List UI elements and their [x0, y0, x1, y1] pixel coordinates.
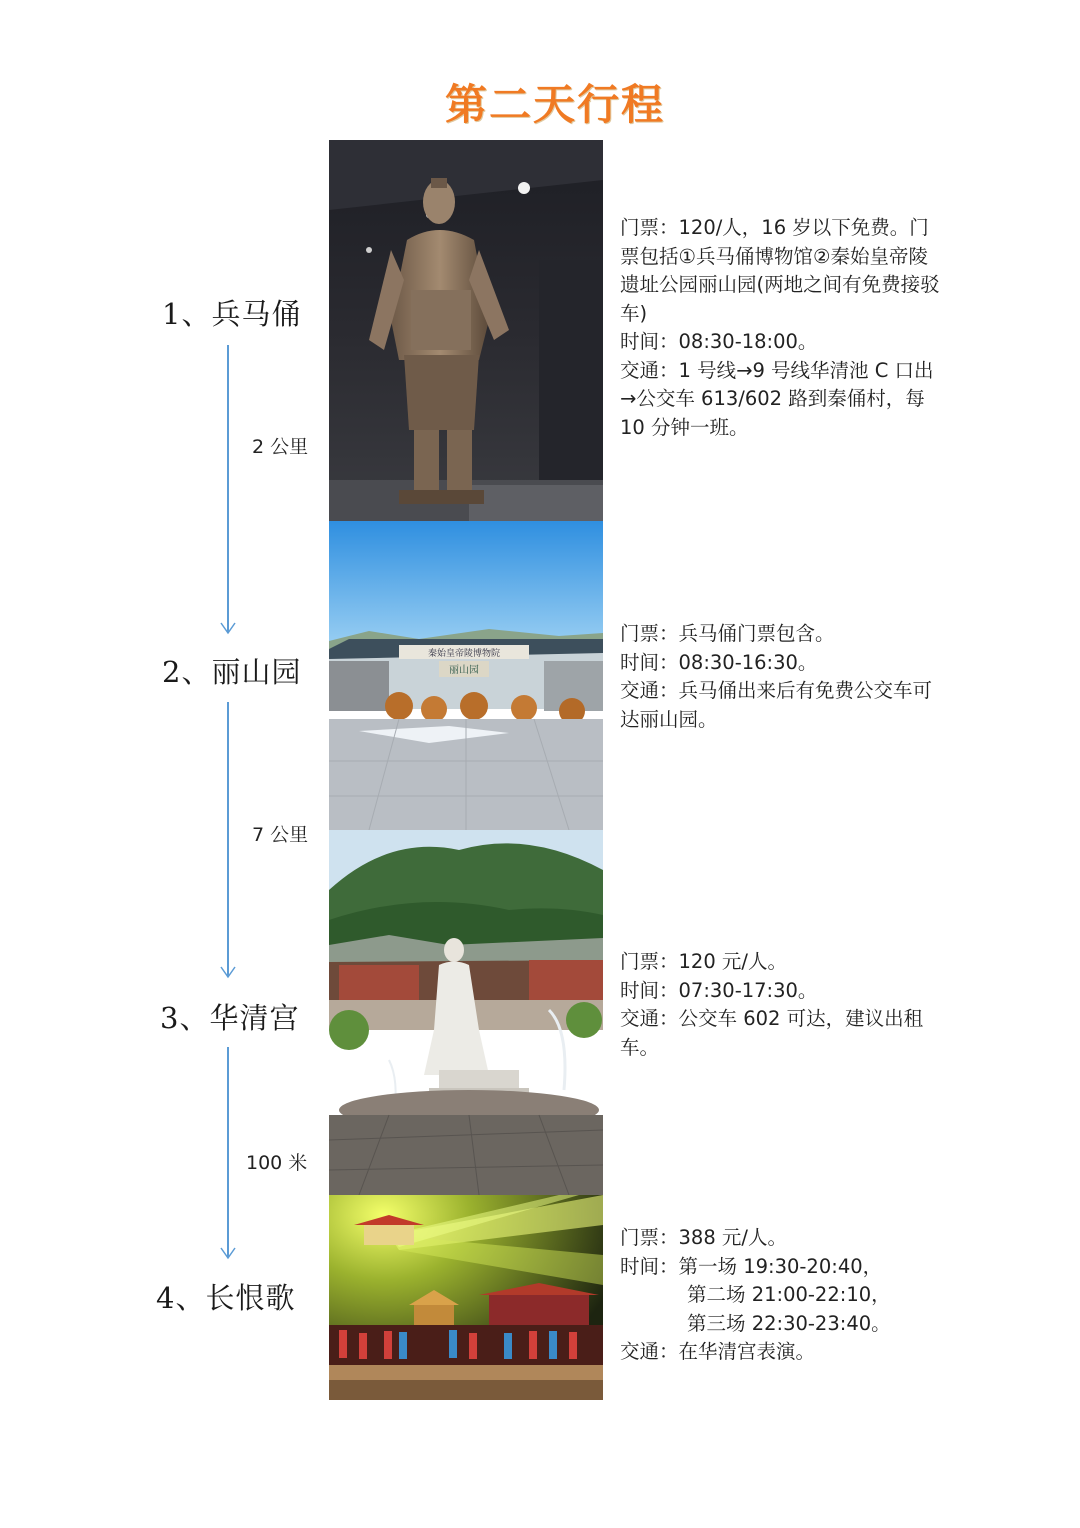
info-block-3: [620, 948, 945, 1062]
stop-name-1: 1、兵马俑: [162, 297, 302, 331]
stop-name-4: 4、长恨歌: [156, 1281, 296, 1315]
info-block-4: [620, 1224, 945, 1367]
photo-lishan-garden: [329, 521, 603, 830]
ticket-info: 门票：120/人，16 岁以下免费。门票包括①兵马俑博物馆②秦始皇帝陵遗址公园丽山园(两地之间有免费接驳车): [620, 216, 940, 325]
photo-huaqing-palace: [329, 830, 603, 1195]
transport-info: 交通：兵马俑出来后有免费公交车可达丽山园。: [620, 679, 933, 731]
photo-terracotta-warrior: [329, 140, 603, 521]
hours-info: 时间：第一场 19:30-20:40，: [620, 1254, 883, 1278]
info-block-2: [620, 620, 945, 734]
stop-name-3: 3、华清宫: [160, 1001, 300, 1035]
distance-label-2: 7 公里: [252, 824, 309, 846]
route-arrow-3: [219, 1047, 237, 1260]
hours-info-second-show: 第二场 21:00-22:10，: [687, 1283, 891, 1306]
photo-everlasting-regret-show: [329, 1195, 603, 1400]
hours-info-third-show: 第三场 22:30-23:40。: [687, 1311, 891, 1335]
distance-label-3: 100 米: [246, 1152, 308, 1174]
route-arrow-1: [219, 345, 237, 635]
route-arrow-2: [219, 702, 237, 979]
transport-info: 交通：1 号线→9 号线华清池 C 口出→公交车 613/602 路到秦俑村，每 10 分钟一班。: [620, 358, 934, 439]
transport-info: 交通：在华清宫表演。: [620, 1340, 816, 1363]
ticket-info: 门票：120 元/人。: [620, 950, 787, 973]
distance-label-1: 2 公里: [252, 436, 309, 458]
info-block-1: [620, 214, 945, 442]
ticket-info: 门票：388 元/人。: [620, 1226, 787, 1249]
gate-name-text: 丽山园: [449, 665, 479, 676]
stop-name-2: 2、丽山园: [162, 655, 302, 689]
gate-sign-text: 秦始皇帝陵博物院: [427, 649, 501, 659]
ticket-info: 门票：兵马俑门票包含。: [620, 622, 835, 645]
transport-info: 交通：公交车 602 可达，建议出租车。: [620, 1007, 924, 1059]
page-title: 第二天行程: [444, 80, 665, 129]
hours-info: 时间：08:30-16:30。: [620, 650, 818, 674]
hours-info: 时间：07:30-17:30。: [620, 978, 818, 1002]
hours-info: 时间：08:30-18:00。: [620, 330, 818, 353]
